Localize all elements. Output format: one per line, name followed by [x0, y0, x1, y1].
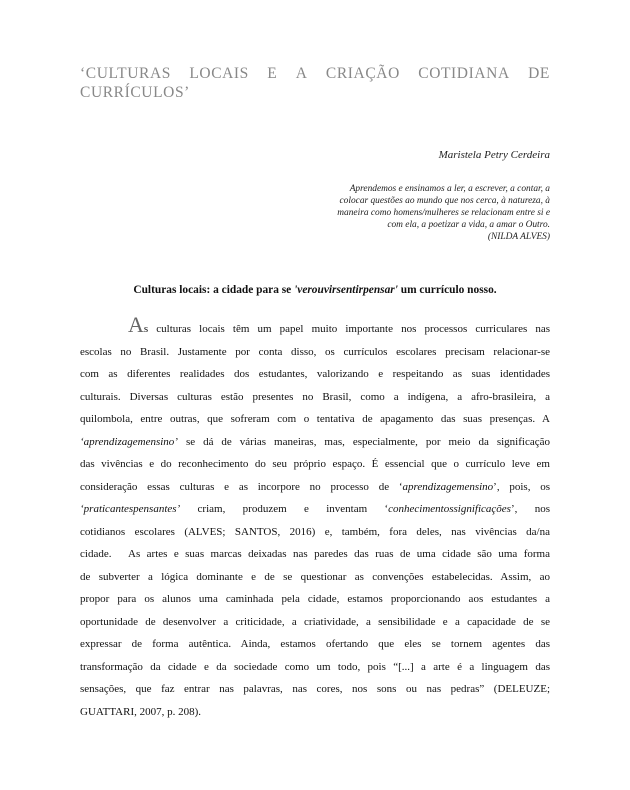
paragraph-line: cotidianos escolares (ALVES; SANTOS, 2016) e, também, fora deles, nas vivências da/na: [80, 525, 550, 538]
epigraph-source: (NILDA ALVES): [487, 232, 550, 242]
heading-text-start: Culturas locais: a cidade para se: [133, 284, 295, 296]
epigraph-line: colocar questões ao mundo que nos cerca, à natureza, à: [339, 196, 550, 206]
italic-term: ‘praticantespensantes’: [80, 503, 181, 515]
paragraph-2: [80, 543, 550, 723]
line-text: ’, pois, os: [493, 480, 550, 493]
paragraph-line: com as diferentes realidades dos estudantes, valorizando e respeitando as suas identidades: [80, 368, 550, 380]
paragraph-line: As artes e suas marcas deixadas nas paredes das ruas de uma cidade são uma forma: [128, 548, 550, 560]
paragraph-line: quilombola, entre outras, que sofreram com o tentativa de apagamento das suas presenças. A: [80, 413, 550, 425]
paragraph-line: transformação da cidade e da sociedade como um todo, pois “[...] a arte é a linguagem das: [80, 660, 550, 673]
paragraph-line: expressar de forma autêntica. Ainda, estamos ofertando que eles se tornem agentes das: [80, 638, 550, 650]
paragraph-line: [80, 312, 550, 341]
heading-italic-term: 'verouvirsentirpensar': [294, 284, 398, 296]
title-word: COTIDIANA: [418, 65, 510, 82]
paragraph-line: propor para os alunos uma caminhada pela cidade, estamos proporcionando aos estudantes a: [80, 593, 550, 605]
paragraph-line: culturais. Diversas culturas estão presentes no Brasil, como a indígena, a afro-brasileira, a: [80, 390, 550, 403]
title-word: DE: [528, 65, 550, 82]
title-word: E: [267, 65, 278, 82]
title-word: CRIAÇÃO: [325, 65, 400, 82]
author-name: Maristela Petry Cerdeira: [438, 149, 550, 161]
section-heading: [80, 284, 550, 296]
italic-term: conhecimentossignificações: [388, 503, 511, 515]
paragraph-line: sensações, que faz entrar nas palavras, nas cores, nos sons ou nas pedras” (DELEUZE;: [80, 683, 550, 695]
line-text: s culturas locais têm um papel muito importante nos processos curriculares nas: [143, 323, 550, 335]
line-text: criam, produzem e inventam ‘: [180, 503, 389, 515]
line-text: consideração essas culturas e as incorpore no processo de ‘: [80, 480, 403, 493]
line-text: se dá de várias maneiras, mas, especialmente, por meio da significação: [177, 435, 550, 448]
drop-cap: A: [128, 312, 144, 337]
italic-term: aprendizagemensino: [402, 480, 494, 493]
paragraph-line: cidade.: [80, 548, 112, 560]
title-word: A: [295, 65, 308, 82]
paragraph-line: de subverter a lógica dominante e de se questionar as convenções estabelecidas. Assim, ao: [80, 570, 550, 583]
epigraph-line: Aprendemos e ensinamos a ler, a escrever, a contar, a: [349, 184, 550, 194]
document-title: [80, 64, 550, 102]
epigraph: [250, 183, 550, 243]
heading-text-end: um currículo nosso.: [397, 284, 497, 296]
paragraph-line: oportunidade de desenvolver a criticidade, a criatividade, a sensibilidade e a capacidade de se: [80, 615, 550, 628]
title-line-2: CURRÍCULOS’: [80, 84, 190, 101]
paragraph-line: [80, 431, 550, 454]
epigraph-line: com ela, a poetizar a vida, a amar o Outro.: [387, 220, 550, 230]
title-word: ‘CULTURAS: [80, 65, 171, 82]
title-line-1: [80, 64, 550, 83]
paragraph-line: GUATTARI, 2007, p. 208).: [80, 705, 202, 718]
paragraph-line: [80, 498, 550, 521]
paragraph-line: das vivências e do reconhecimento do seu próprio espaço. É essencial que o currículo leve em: [80, 458, 550, 470]
italic-term: ‘aprendizagemensino’: [80, 435, 178, 448]
paragraph-1: [80, 312, 550, 566]
epigraph-line: maneira como homens/mulheres se relacionam entre si e: [337, 208, 550, 218]
paragraph-line: escolas no Brasil. Justamente por conta disso, os currículos escolares precisam relacionar-se: [80, 345, 550, 358]
title-word: LOCAIS: [189, 65, 249, 82]
paragraph-line: [80, 476, 550, 499]
line-text: ’, nos: [510, 503, 550, 515]
